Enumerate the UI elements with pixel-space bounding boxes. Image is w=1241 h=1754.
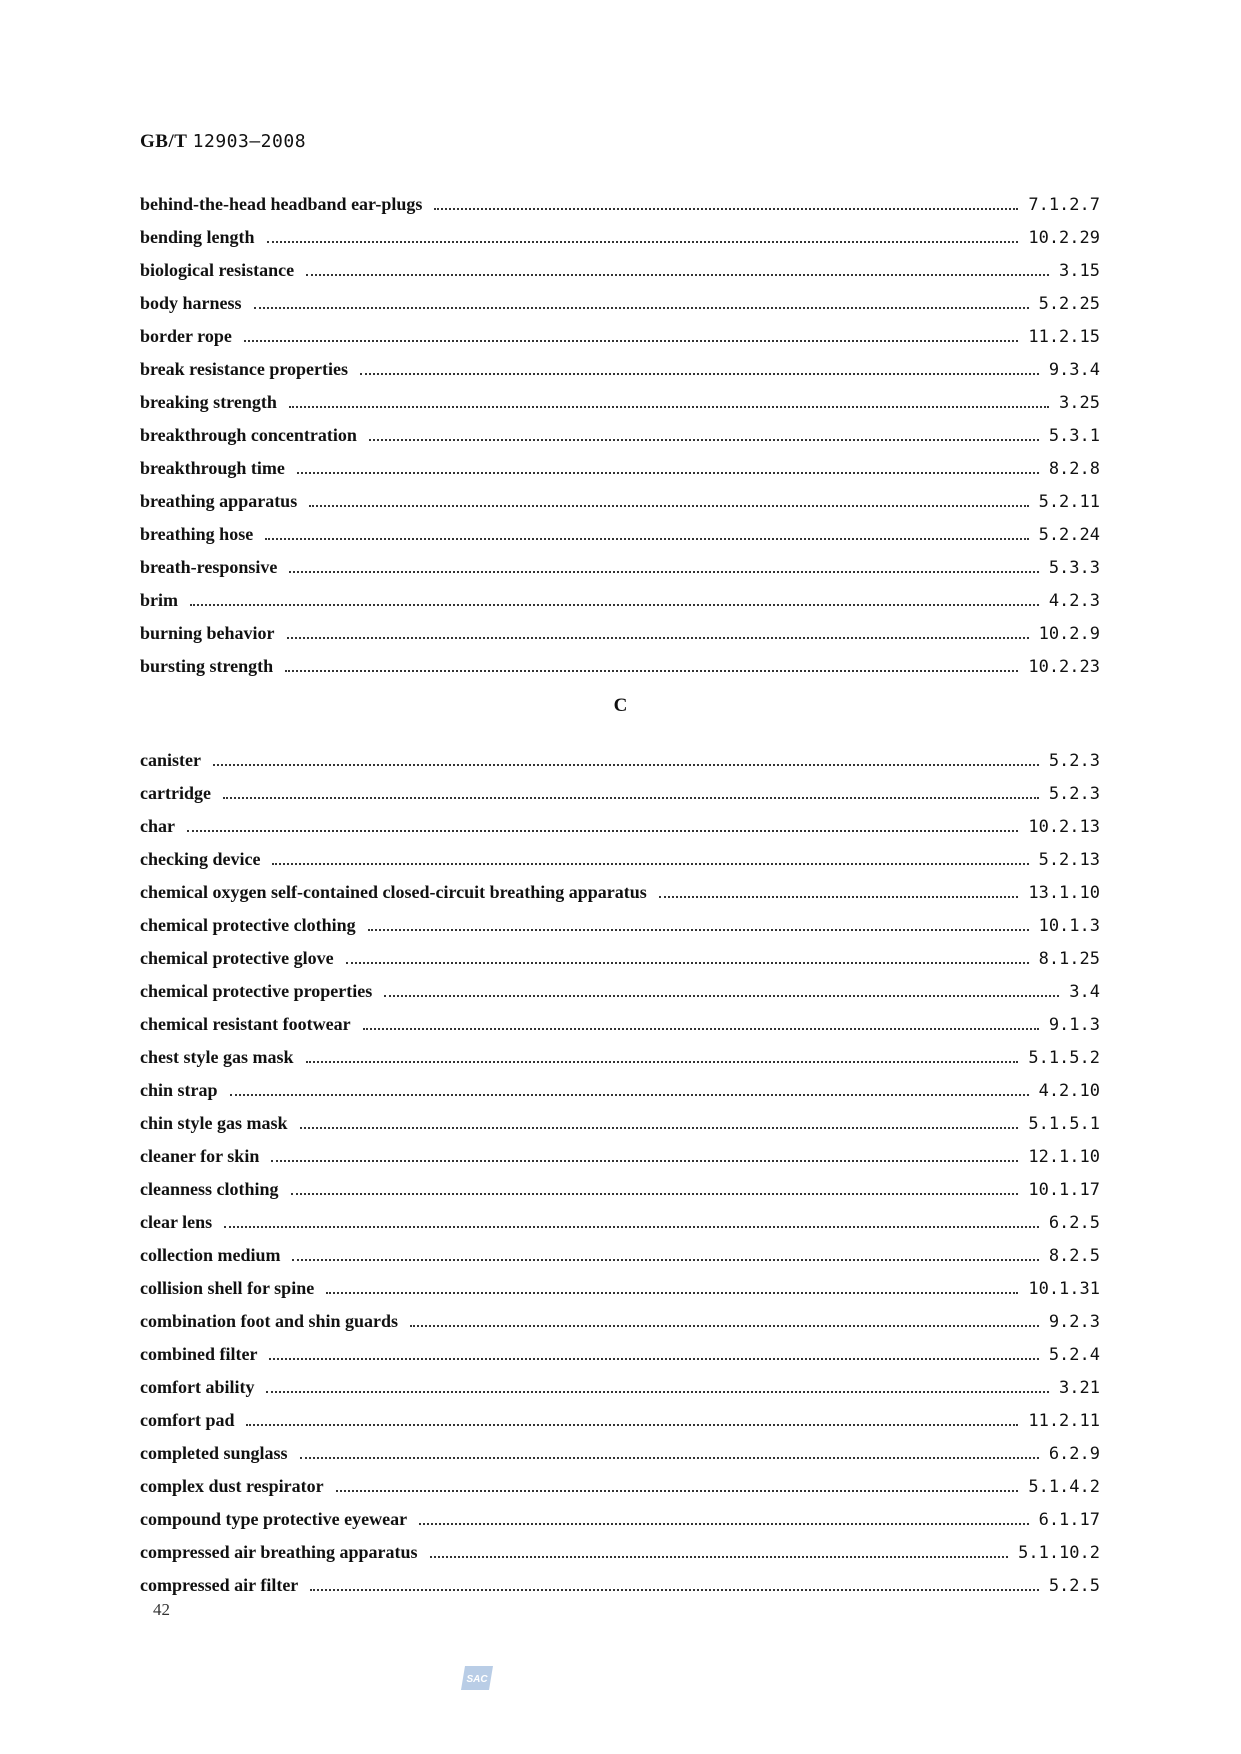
index-term: breathing apparatus [140,491,303,512]
index-term: chemical oxygen self-contained closed-circuit breathing apparatus [140,882,653,903]
dot-leader [297,471,1039,474]
clause-reference: 5.2.25 [1035,294,1100,314]
clause-reference: 3.4 [1065,982,1100,1002]
index-entry [140,1173,1100,1206]
dot-leader [360,372,1039,375]
dot-leader [266,1390,1049,1393]
clause-reference: 5.2.11 [1035,492,1100,512]
index-term: clear lens [140,1212,218,1233]
index-entry [140,744,1100,777]
clause-reference: 5.2.13 [1035,850,1100,870]
index-entry [140,188,1100,221]
clause-reference: 8.1.25 [1035,949,1100,969]
index-term: combination foot and shin guards [140,1311,404,1332]
index-entry [140,975,1100,1008]
dot-leader [265,537,1028,540]
dot-leader [306,273,1049,276]
standard-number: 12903—2008 [192,131,307,152]
index-entry [140,221,1100,254]
dot-leader [272,862,1028,865]
index-term: checking device [140,849,266,870]
dot-leader [363,1027,1039,1030]
index-entry [140,1404,1100,1437]
index-term: break resistance properties [140,359,354,380]
dot-leader [271,1159,1018,1162]
dot-leader [306,1060,1019,1063]
clause-reference: 10.2.29 [1024,228,1100,248]
index-entry [140,617,1100,650]
section-letter-c: C [613,695,628,716]
clause-reference: 6.2.9 [1045,1444,1100,1464]
index-entry [140,1008,1100,1041]
index-term: border rope [140,326,238,347]
dot-leader [368,928,1029,931]
index-term: complex dust respirator [140,1476,330,1497]
index-term: chemical protective properties [140,981,378,1002]
index-entry [140,650,1100,683]
index-term: chemical protective clothing [140,915,362,936]
clause-reference: 3.21 [1055,1378,1100,1398]
dot-leader [267,240,1019,243]
index-term: chest style gas mask [140,1047,300,1068]
index-term: breath-responsive [140,557,283,578]
dot-leader [430,1555,1009,1558]
index-term: combined filter [140,1344,263,1365]
index-entry [140,1140,1100,1173]
index-entry [140,1569,1100,1602]
dot-leader [336,1489,1019,1492]
index-term: behind-the-head headband ear-plugs [140,194,428,215]
dot-leader [419,1522,1028,1525]
dot-leader [230,1093,1029,1096]
clause-reference: 5.2.4 [1045,1345,1100,1365]
index-entry [140,942,1100,975]
dot-leader [244,339,1019,342]
dot-leader [659,895,1019,898]
sac-logo-text: SAC [466,1674,488,1685]
index-entry [140,876,1100,909]
clause-reference: 10.2.23 [1024,657,1100,677]
index-term: comfort ability [140,1377,260,1398]
index-entry [140,777,1100,810]
dot-leader [287,636,1029,639]
index-entry [140,1206,1100,1239]
dot-leader [292,1258,1038,1261]
index-entry [140,1437,1100,1470]
index-section-b [140,188,1100,683]
index-term: completed sunglass [140,1443,294,1464]
index-term: breathing hose [140,524,259,545]
dot-leader [223,796,1039,799]
dot-leader [285,669,1018,672]
index-entry [140,909,1100,942]
clause-reference: 11.2.15 [1024,327,1100,347]
clause-reference: 6.1.17 [1035,1510,1100,1530]
index-term: cleaner for skin [140,1146,265,1167]
index-term: breakthrough time [140,458,291,479]
dot-leader [326,1291,1018,1294]
index-entry [140,843,1100,876]
clause-reference: 10.2.9 [1035,624,1100,644]
dot-leader [246,1423,1018,1426]
clause-reference: 5.2.3 [1045,784,1100,804]
index-entry [140,1041,1100,1074]
index-entry [140,1503,1100,1536]
index-entry [140,1536,1100,1569]
index-entry [140,518,1100,551]
clause-reference: 4.2.3 [1045,591,1100,611]
index-term: comfort pad [140,1410,240,1431]
clause-reference: 5.3.1 [1045,426,1100,446]
clause-reference: 5.1.5.2 [1024,1048,1100,1068]
index-entry [140,1371,1100,1404]
dot-leader [213,763,1039,766]
clause-reference: 10.2.13 [1024,817,1100,837]
index-entry [140,287,1100,320]
index-term: chin strap [140,1080,224,1101]
clause-reference: 5.3.3 [1045,558,1100,578]
clause-reference: 3.15 [1055,261,1100,281]
index-entry [140,254,1100,287]
clause-reference: 5.1.5.1 [1024,1114,1100,1134]
index-entry [140,584,1100,617]
clause-reference: 5.2.5 [1045,1576,1100,1596]
index-entry [140,320,1100,353]
clause-reference: 5.2.24 [1035,525,1100,545]
clause-reference: 10.1.3 [1035,916,1100,936]
index-term: brim [140,590,184,611]
clause-reference: 13.1.10 [1024,883,1100,903]
page-number: 42 [153,1600,170,1619]
index-term: canister [140,750,207,771]
clause-reference: 8.2.5 [1045,1246,1100,1266]
dot-leader [254,306,1029,309]
index-term: breaking strength [140,392,283,413]
clause-reference: 5.1.4.2 [1024,1477,1100,1497]
index-section-c [140,744,1100,1602]
index-entry [140,1338,1100,1371]
index-term: compressed air breathing apparatus [140,1542,424,1563]
index-term: biological resistance [140,260,300,281]
index-term: compressed air filter [140,1575,304,1596]
clause-reference: 12.1.10 [1024,1147,1100,1167]
index-entry [140,353,1100,386]
index-entry [140,1305,1100,1338]
clause-reference: 10.1.31 [1024,1279,1100,1299]
sac-logo-icon [459,1663,495,1693]
index-term: collection medium [140,1245,286,1266]
index-entry [140,810,1100,843]
clause-reference: 10.1.17 [1024,1180,1100,1200]
index-entry [140,1107,1100,1140]
clause-reference: 9.1.3 [1045,1015,1100,1035]
index-term: bending length [140,227,261,248]
index-entry [140,452,1100,485]
index-entry [140,1470,1100,1503]
dot-leader [187,829,1018,832]
clause-reference: 5.2.3 [1045,751,1100,771]
index-term: burning behavior [140,623,281,644]
index-term: collision shell for spine [140,1278,320,1299]
clause-reference: 5.1.10.2 [1014,1543,1100,1563]
clause-reference: 3.25 [1055,393,1100,413]
dot-leader [300,1456,1039,1459]
dot-leader [190,603,1039,606]
index-term: breakthrough concentration [140,425,363,446]
clause-reference: 4.2.10 [1035,1081,1100,1101]
index-entry [140,386,1100,419]
index-term: bursting strength [140,656,279,677]
index-term: chin style gas mask [140,1113,294,1134]
dot-leader [309,504,1028,507]
index-term: cleanness clothing [140,1179,285,1200]
dot-leader [291,1192,1019,1195]
index-entry [140,551,1100,584]
dot-leader [289,405,1049,408]
dot-leader [269,1357,1038,1360]
clause-reference: 9.3.4 [1045,360,1100,380]
index-term: chemical protective glove [140,948,340,969]
index-term: cartridge [140,783,217,804]
clause-reference: 7.1.2.7 [1024,195,1100,215]
index-entry [140,1074,1100,1107]
dot-leader [410,1324,1039,1327]
dot-leader [224,1225,1039,1228]
dot-leader [289,570,1038,573]
clause-reference: 11.2.11 [1024,1411,1100,1431]
standard-header [140,131,306,153]
clause-reference: 6.2.5 [1045,1213,1100,1233]
sac-watermark-logo [459,1663,495,1693]
clause-reference: 9.2.3 [1045,1312,1100,1332]
standard-prefix: GB/T [140,131,188,152]
index-entry [140,485,1100,518]
index-entry [140,1239,1100,1272]
dot-leader [384,994,1059,997]
dot-leader [310,1588,1039,1591]
dot-leader [369,438,1039,441]
index-entry [140,1272,1100,1305]
clause-reference: 8.2.8 [1045,459,1100,479]
index-term: chemical resistant footwear [140,1014,357,1035]
index-entry [140,419,1100,452]
index-term: compound type protective eyewear [140,1509,413,1530]
index-term: body harness [140,293,248,314]
dot-leader [300,1126,1019,1129]
dot-leader [346,961,1029,964]
dot-leader [434,207,1018,210]
index-term: char [140,816,181,837]
